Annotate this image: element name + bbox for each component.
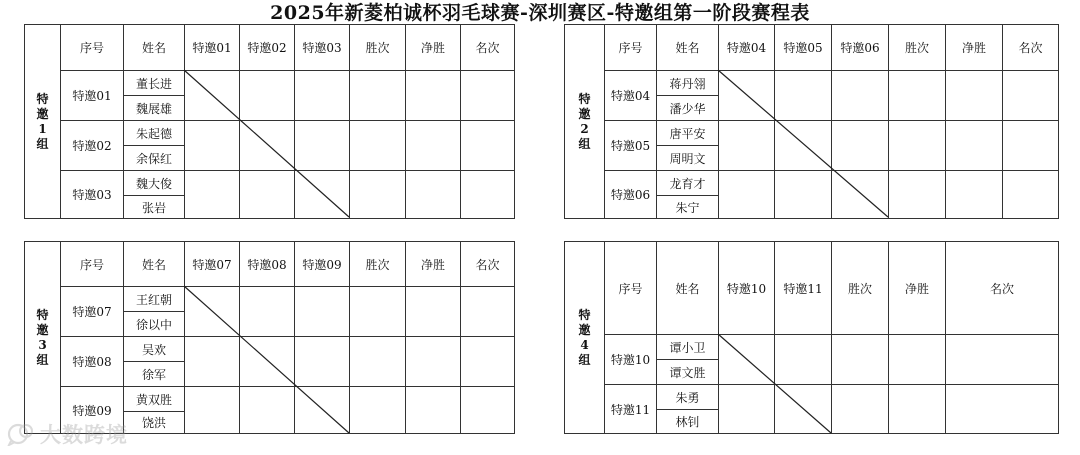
team-id: 特邀09: [61, 387, 124, 434]
team-id: 特邀05: [605, 121, 657, 171]
player-name: 吴欢: [124, 337, 185, 362]
wins-cell: [832, 385, 889, 434]
player-name: 徐以中: [124, 312, 185, 337]
wins-cell: [350, 71, 406, 121]
score-cell: [832, 71, 889, 121]
header-opponent: 特邀01: [185, 25, 240, 71]
score-cell: [775, 171, 832, 219]
score-cell: [719, 171, 775, 219]
team-id: 特邀10: [605, 335, 657, 385]
team-id: 特邀02: [61, 121, 124, 171]
net-cell: [406, 71, 461, 121]
watermark-text: 大数跨境: [40, 423, 128, 447]
group-1-table: [24, 24, 515, 219]
score-cell: [295, 337, 350, 387]
header-opponent: 特邀08: [240, 242, 295, 287]
net-cell: [946, 121, 1003, 171]
group-label: 特 邀 2 组: [565, 25, 605, 219]
score-cell: [185, 387, 240, 434]
header-opponent: 特邀05: [775, 25, 832, 71]
wins-cell: [350, 337, 406, 387]
score-cell: [295, 71, 350, 121]
header-seq: 序号: [605, 242, 657, 335]
player-name: 蒋丹翎: [657, 71, 719, 96]
page-title: 2025年新菱柏诚杯羽毛球赛-深圳赛区-特邀组第一阶段赛程表: [270, 2, 810, 24]
rank-cell: [946, 385, 1059, 434]
player-name: 朱宁: [657, 196, 719, 219]
rank-cell: [1003, 121, 1059, 171]
player-name: 董长进: [124, 71, 185, 96]
header-net: 净胜: [946, 25, 1003, 71]
score-cell: [775, 335, 832, 385]
score-cell-diagonal: [185, 71, 240, 121]
rank-cell: [461, 121, 515, 171]
player-name: 谭文胜: [657, 360, 719, 385]
player-name: 魏展雄: [124, 96, 185, 121]
header-wins: 胜次: [350, 25, 406, 71]
player-name: 王红朝: [124, 287, 185, 312]
header-name: 姓名: [657, 25, 719, 71]
net-cell: [946, 71, 1003, 121]
header-opponent: 特邀06: [832, 25, 889, 71]
header-seq: 序号: [605, 25, 657, 71]
net-cell: [946, 171, 1003, 219]
header-seq: 序号: [61, 242, 124, 287]
group-2-table: [564, 24, 1059, 219]
team-id: 特邀06: [605, 171, 657, 219]
player-name: 黄双胜: [124, 387, 185, 412]
rank-cell: [461, 71, 515, 121]
player-name: 余保红: [124, 146, 185, 171]
net-cell: [406, 171, 461, 219]
score-cell: [832, 121, 889, 171]
header-rank: 名次: [461, 242, 515, 287]
score-cell: [185, 121, 240, 171]
team-id: 特邀04: [605, 71, 657, 121]
wins-cell: [889, 71, 946, 121]
rank-cell: [1003, 71, 1059, 121]
player-name: 张岩: [124, 196, 185, 219]
player-name: 唐平安: [657, 121, 719, 146]
wins-cell: [350, 121, 406, 171]
rank-cell: [461, 287, 515, 337]
score-cell: [240, 387, 295, 434]
team-id: 特邀07: [61, 287, 124, 337]
header-wins: 胜次: [832, 242, 889, 335]
header-net: 净胜: [889, 242, 946, 335]
wins-cell: [350, 387, 406, 434]
header-opponent: 特邀07: [185, 242, 240, 287]
group-label: 特 邀 3 组: [25, 242, 61, 434]
score-cell-diagonal: [775, 385, 832, 434]
wins-cell: [889, 121, 946, 171]
header-opponent: 特邀09: [295, 242, 350, 287]
header-net: 净胜: [406, 242, 461, 287]
team-id: 特邀03: [61, 171, 124, 219]
rank-cell: [946, 335, 1059, 385]
score-cell: [240, 171, 295, 219]
header-opponent: 特邀10: [719, 242, 775, 335]
score-cell-diagonal: [719, 335, 775, 385]
header-name: 姓名: [657, 242, 719, 335]
header-wins: 胜次: [350, 242, 406, 287]
wins-cell: [889, 171, 946, 219]
player-name: 潘少华: [657, 96, 719, 121]
score-cell-diagonal: [775, 121, 832, 171]
score-cell: [240, 287, 295, 337]
wins-cell: [350, 287, 406, 337]
group-4-table: [564, 241, 1059, 434]
rank-cell: [461, 171, 515, 219]
rank-cell: [461, 337, 515, 387]
chat-bubble-logo-icon: [6, 422, 36, 446]
header-opponent: 特邀11: [775, 242, 832, 335]
header-net: 净胜: [406, 25, 461, 71]
net-cell: [406, 121, 461, 171]
score-cell: [240, 71, 295, 121]
score-cell: [185, 337, 240, 387]
net-cell: [406, 387, 461, 434]
net-cell: [889, 335, 946, 385]
group-label: 特 邀 4 组: [565, 242, 605, 434]
header-rank: 名次: [461, 25, 515, 71]
score-cell-diagonal: [295, 387, 350, 434]
score-cell: [719, 385, 775, 434]
header-opponent: 特邀03: [295, 25, 350, 71]
header-name: 姓名: [124, 25, 185, 71]
group-label: 特 邀 1 组: [25, 25, 61, 219]
player-name: 徐军: [124, 362, 185, 387]
rank-cell: [461, 387, 515, 434]
rank-cell: [1003, 171, 1059, 219]
player-name: 周明文: [657, 146, 719, 171]
header-rank: 名次: [1003, 25, 1059, 71]
team-id: 特邀11: [605, 385, 657, 434]
header-wins: 胜次: [889, 25, 946, 71]
header-rank: 名次: [946, 242, 1059, 335]
header-seq: 序号: [61, 25, 124, 71]
score-cell: [295, 287, 350, 337]
score-cell: [295, 121, 350, 171]
score-cell-diagonal: [832, 171, 889, 219]
net-cell: [406, 287, 461, 337]
group-3-table: [24, 241, 515, 434]
player-name: 林钊: [657, 410, 719, 434]
header-name: 姓名: [124, 242, 185, 287]
wins-cell: [832, 335, 889, 385]
score-cell: [719, 121, 775, 171]
team-id: 特邀08: [61, 337, 124, 387]
player-name: 朱起德: [124, 121, 185, 146]
player-name: 朱勇: [657, 385, 719, 410]
wins-cell: [350, 171, 406, 219]
score-cell-diagonal: [185, 287, 240, 337]
score-cell-diagonal: [240, 337, 295, 387]
player-name: 魏大俊: [124, 171, 185, 196]
score-cell-diagonal: [719, 71, 775, 121]
header-opponent: 特邀02: [240, 25, 295, 71]
player-name: 龙育才: [657, 171, 719, 196]
player-name: 谭小卫: [657, 335, 719, 360]
score-cell: [185, 171, 240, 219]
score-cell-diagonal: [240, 121, 295, 171]
net-cell: [889, 385, 946, 434]
score-cell-diagonal: [295, 171, 350, 219]
score-cell: [775, 71, 832, 121]
watermark: [6, 420, 128, 448]
player-name: 饶洪: [124, 412, 185, 434]
team-id: 特邀01: [61, 71, 124, 121]
header-opponent: 特邀04: [719, 25, 775, 71]
net-cell: [406, 337, 461, 387]
